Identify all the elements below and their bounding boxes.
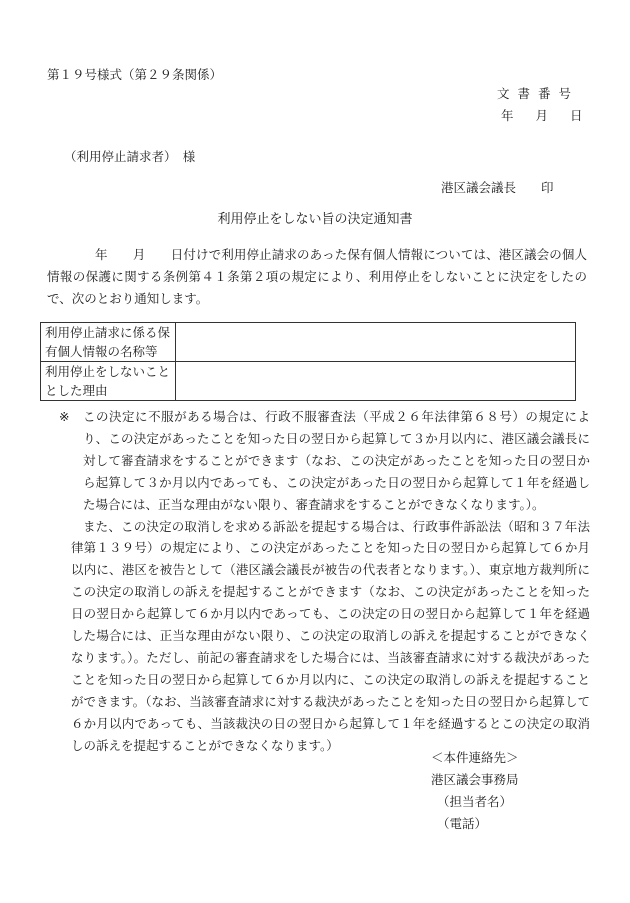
info-table — [40, 322, 576, 401]
table-label-reason: 利用停止をしないこととした理由 — [41, 362, 176, 401]
contact-office: 港区議会事務局 — [431, 772, 519, 787]
contact-block — [431, 747, 519, 835]
page-title: 利用停止をしない旨の決定通知書 — [217, 212, 413, 227]
date-month: 月 — [535, 108, 549, 123]
form-number: 第１９号様式（第２９条関係） — [47, 67, 223, 82]
contact-person: （担当者名） — [437, 794, 513, 809]
table-value-reason — [176, 362, 576, 401]
sender-signature: 港区議会議長 印 — [441, 180, 554, 195]
document-number-label: 文書番号 — [497, 86, 580, 101]
table-label-information-name: 利用停止請求に係る保有個人情報の名称等 — [41, 323, 176, 362]
addressee: （利用停止請求者） 様 — [64, 149, 196, 164]
table-value-information-name — [176, 323, 576, 362]
table-row — [41, 323, 576, 362]
date-day: 日 — [570, 108, 583, 123]
note-paragraph-appeal: この決定に不服がある場合は、行政不服審査法（平成２６年法律第６８号）の規定により、この決定があったことを知った日の翌日から起算して３か月以内に、港区議会議長に対して審査請求をすることができます（なお、この決定があったことを知った日の翌日から起算して３か月以内であっても、この決定があった日の翌日から起算して１年を経過した場合には、正当な理由がない限り、審査請求をすることができなくなります。）。 — [83, 409, 590, 512]
table-row — [41, 362, 576, 401]
document-date — [497, 106, 583, 124]
contact-heading: ＜本件連絡先＞ — [431, 750, 519, 765]
note-paragraph-lawsuit: また、この決定の取消しを求める訴訟を提起する場合は、行政事件訴訟法（昭和３７年法律第１３９号）の規定により、この決定があったことを知った日の翌日から起算して６か月以内に、港区を被告として（港区議会議長が被告の代表者となります。）、東京地方裁判所にこの決定の取消しの訴えを提起することができます（なお、この決定があったことを知った日の翌日から起算して６か月以内であっても、この決定の日の翌日から起算して１年を経過した場合には、正当な理由がない限り、この決定の取消しの訴えを提起することができなくなります。）。ただし、前記の審査請求をした場合には、当該審査請求に対する裁決があったことを知った日の翌日から起算して６か月以内に、この決定の取消しの訴えを提起することができます。（なお、当該審査請求に対する裁決があったことを知った日の翌日から起算して６か月以内であっても、当該裁決の日の翌日から起算して１年を経過するとこの決定の取消しの訴えを提起することができなくなります。） — [71, 518, 590, 753]
date-year: 年 — [501, 108, 514, 123]
intro-text: 年 月 日付けで利用停止請求のあった保有個人情報については、港区議会の個人情報の保護に関する条例第４１条第２項の規定により、利用停止をしないことに決定をしたので、次のとおり通知します。 — [47, 247, 587, 306]
contact-phone: （電話） — [437, 816, 488, 831]
note-mark: ※ — [59, 409, 70, 424]
intro-paragraph — [47, 244, 587, 310]
notes-section — [61, 406, 590, 757]
